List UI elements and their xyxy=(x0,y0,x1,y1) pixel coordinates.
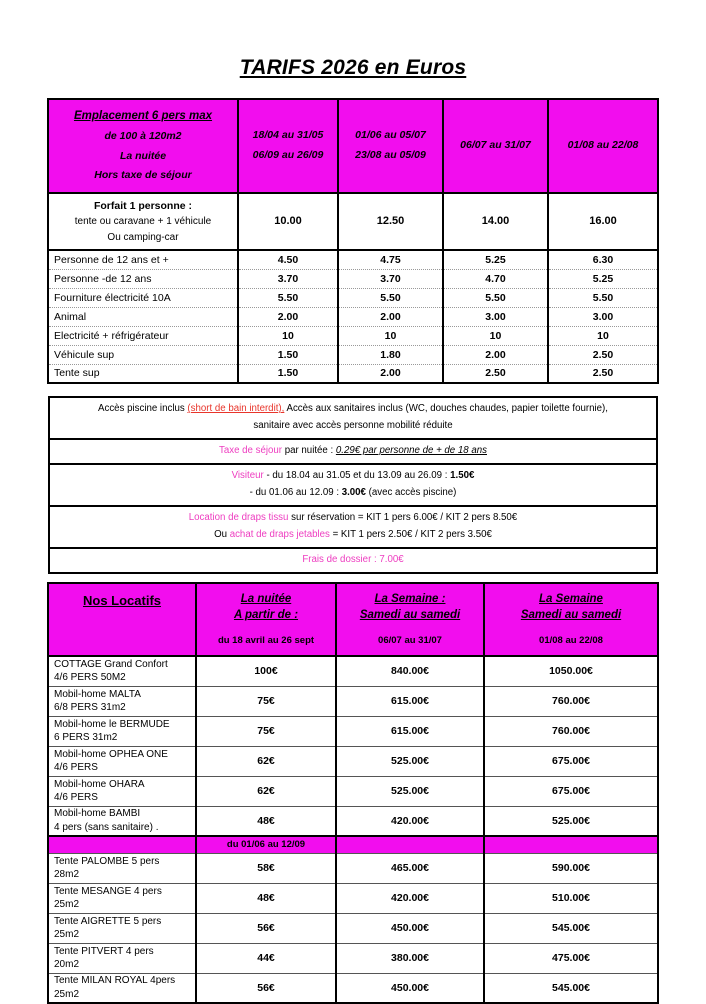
period-1-line-1: 18/04 au 31/05 xyxy=(252,129,324,142)
period-4-line-1: 01/08 au 22/08 xyxy=(567,139,639,152)
rental-week1-price: 615.00€ xyxy=(336,716,484,746)
table-row xyxy=(48,307,658,326)
rental-name xyxy=(48,686,196,716)
note-taxe-middle: par nuitée : xyxy=(282,444,336,456)
rental-name-line1: Tente PALOMBE 5 pers xyxy=(54,855,160,867)
rental-week1-price: 450.00€ xyxy=(336,913,484,943)
note-draps xyxy=(49,506,657,548)
rental-week1-price: 380.00€ xyxy=(336,943,484,973)
rental-name-line2: 6 PERS 31m2 xyxy=(54,732,118,744)
rental-name-line2: 4/6 PERS 50M2 xyxy=(54,672,126,684)
rental-week2-price: 760.00€ xyxy=(484,686,658,716)
rentals-col-2-dates: 06/07 au 31/07 xyxy=(378,635,442,647)
rental-name xyxy=(48,806,196,836)
rental-name-line1: Mobil-home BAMBI xyxy=(54,808,141,820)
rental-week2-price: 675.00€ xyxy=(484,746,658,776)
rental-name-line1: Tente MILAN ROYAL 4pers xyxy=(54,975,176,987)
row-value: 5.50 xyxy=(238,288,338,307)
rentals-table xyxy=(47,582,659,1004)
table-row xyxy=(48,716,658,746)
rental-name-line1: COTTAGE Grand Confort xyxy=(54,658,168,670)
row-value: 2.00 xyxy=(338,307,443,326)
camping-header-taxe: Hors taxe de séjour xyxy=(94,169,192,182)
rental-week2-price: 475.00€ xyxy=(484,943,658,973)
table-row xyxy=(48,345,658,364)
table-row xyxy=(48,326,658,345)
row-label: Véhicule sup xyxy=(48,345,238,364)
row-value: 4.50 xyxy=(238,250,338,269)
row-value: 3.70 xyxy=(338,269,443,288)
camping-header-label xyxy=(48,99,238,193)
table-row xyxy=(48,883,658,913)
row-value: 4.70 xyxy=(443,269,548,288)
rental-night-price: 48€ xyxy=(196,806,336,836)
rental-week2-price: 590.00€ xyxy=(484,853,658,883)
rental-week1-price: 840.00€ xyxy=(336,656,484,686)
rental-name xyxy=(48,746,196,776)
row-value: 2.50 xyxy=(548,364,658,383)
note-taxe-row xyxy=(49,439,657,464)
rentals-col-2-line1: La Semaine : xyxy=(374,592,446,605)
row-label: Animal xyxy=(48,307,238,326)
period-column-3 xyxy=(443,99,548,193)
note-pool-part1: Accès piscine inclus xyxy=(98,403,188,415)
row-value: 1.80 xyxy=(338,345,443,364)
rentals-header-row xyxy=(48,583,658,656)
period-2-line-2: 23/08 au 05/09 xyxy=(355,148,426,161)
rental-week1-price: 450.00€ xyxy=(336,973,484,1003)
camping-header-nuitee: La nuitée xyxy=(119,149,167,162)
season-band-row xyxy=(48,836,658,853)
rental-week2-price: 510.00€ xyxy=(484,883,658,913)
row-value: 1.50 xyxy=(238,364,338,383)
rental-name-line1: Mobil-home OHARA xyxy=(54,778,145,790)
note-dossier-text: Frais de dossier : 7.00€ xyxy=(302,553,404,565)
row-label: Personne de 12 ans et + xyxy=(48,250,238,269)
table-row xyxy=(48,913,658,943)
row-value: 5.25 xyxy=(443,250,548,269)
note-taxe-label: Taxe de séjour xyxy=(219,444,283,456)
note-taxe xyxy=(49,439,657,464)
note-draps-label1: Location de draps tissu xyxy=(188,511,289,523)
rental-name xyxy=(48,656,196,686)
period-column-4 xyxy=(548,99,658,193)
rental-week2-price: 545.00€ xyxy=(484,913,658,943)
period-1-line-2: 06/09 au 26/09 xyxy=(252,148,324,161)
rental-week2-price: 545.00€ xyxy=(484,973,658,1003)
title-area xyxy=(0,0,706,98)
note-visiteur xyxy=(49,464,657,506)
rentals-col-1 xyxy=(196,583,336,656)
rental-name-line1: Tente AIGRETTE 5 pers xyxy=(54,915,162,927)
row-value: 2.50 xyxy=(548,345,658,364)
row-value: 10 xyxy=(548,326,658,345)
rentals-col-3-line1: La Semaine xyxy=(539,592,603,605)
rental-name xyxy=(48,973,196,1003)
row-value: 2.50 xyxy=(443,364,548,383)
rental-night-price: 44€ xyxy=(196,943,336,973)
row-label: Personne -de 12 ans xyxy=(48,269,238,288)
row-value: 6.30 xyxy=(548,250,658,269)
rental-name-line2: 28m2 xyxy=(54,869,80,881)
note-pool-highlight: (short de bain interdit), xyxy=(187,403,285,415)
note-draps-text1: sur réservation = KIT 1 pers 6.00€ / KIT 2 pers 8.50€ xyxy=(288,511,518,523)
rental-name-line2: 4 pers (sans sanitaire) . xyxy=(54,821,159,833)
forfait-value-2: 12.50 xyxy=(338,193,443,251)
row-value: 5.50 xyxy=(548,288,658,307)
row-value: 3.00 xyxy=(548,307,658,326)
row-value: 3.00 xyxy=(443,307,548,326)
rental-night-price: 56€ xyxy=(196,973,336,1003)
row-value: 2.00 xyxy=(238,307,338,326)
row-value: 2.00 xyxy=(443,345,548,364)
rental-night-price: 48€ xyxy=(196,883,336,913)
season-band-label: du 01/06 au 12/09 xyxy=(196,836,336,853)
rentals-col-3 xyxy=(484,583,658,656)
rental-name-line2: 25m2 xyxy=(54,988,80,1000)
note-visiteur-line1-text: - du 18.04 au 31.05 et du 13.09 au 26.09 : xyxy=(263,469,451,481)
table-row xyxy=(48,288,658,307)
rentals-col-1-line2: A partir de : xyxy=(233,609,299,622)
rentals-title: Nos Locatifs xyxy=(82,592,161,608)
camping-pitch-table xyxy=(47,98,659,384)
table-row xyxy=(48,250,658,269)
rental-week1-price: 420.00€ xyxy=(336,883,484,913)
row-value: 1.50 xyxy=(238,345,338,364)
period-column-1 xyxy=(238,99,338,193)
table-row xyxy=(48,269,658,288)
table-row xyxy=(48,776,658,806)
period-3-line-1: 06/07 au 31/07 xyxy=(460,139,531,152)
rentals-title-cell xyxy=(48,583,196,656)
note-visiteur-line1-price: 1.50€ xyxy=(450,469,475,481)
rental-week1-price: 615.00€ xyxy=(336,686,484,716)
rental-name-line2: 25m2 xyxy=(54,899,80,911)
row-label: Electricité + réfrigérateur xyxy=(48,326,238,345)
rental-week1-price: 525.00€ xyxy=(336,776,484,806)
forfait-value-1: 10.00 xyxy=(238,193,338,251)
rental-night-price: 56€ xyxy=(196,913,336,943)
rental-name-line2: 4/6 PERS xyxy=(54,762,98,774)
rentals-col-1-dates: du 18 avril au 26 sept xyxy=(217,635,315,647)
forfait-value-3: 14.00 xyxy=(443,193,548,251)
rental-name xyxy=(48,776,196,806)
row-label: Tente sup xyxy=(48,364,238,383)
forfait-label xyxy=(48,193,238,251)
rental-name xyxy=(48,853,196,883)
period-column-2 xyxy=(338,99,443,193)
notes-table xyxy=(48,396,658,574)
rentals-col-1-line1: La nuitée xyxy=(240,592,292,605)
note-visiteur-line2-price: 3.00€ xyxy=(341,486,366,498)
note-dossier xyxy=(49,548,657,573)
rentals-col-3-line2: Samedi au samedi xyxy=(520,609,622,622)
rental-week1-price: 465.00€ xyxy=(336,853,484,883)
rental-name-line2: 6/8 PERS 31m2 xyxy=(54,702,126,714)
table-row xyxy=(48,943,658,973)
rental-name xyxy=(48,913,196,943)
rental-night-price: 75€ xyxy=(196,686,336,716)
camping-header-title: Emplacement 6 pers max xyxy=(73,110,213,122)
row-value: 4.75 xyxy=(338,250,443,269)
row-value: 5.50 xyxy=(443,288,548,307)
note-pool-row xyxy=(49,397,657,439)
rentals-col-3-dates: 01/08 au 22/08 xyxy=(539,635,603,647)
rental-name-line2: 20m2 xyxy=(54,959,80,971)
rental-name xyxy=(48,883,196,913)
table-row xyxy=(48,686,658,716)
rental-name-line2: 25m2 xyxy=(54,929,80,941)
note-pool-line2: sanitaire avec accès personne mobilité réduite xyxy=(253,420,453,431)
season-band-empty xyxy=(48,836,196,853)
rental-name xyxy=(48,716,196,746)
season-band-empty-3 xyxy=(484,836,658,853)
note-visiteur-line2-suffix: (avec accès piscine) xyxy=(365,486,457,498)
rental-night-price: 75€ xyxy=(196,716,336,746)
row-value: 2.00 xyxy=(338,364,443,383)
rental-name-line1: Tente MESANGE 4 pers xyxy=(54,885,162,897)
note-draps-prefix2: Ou xyxy=(214,528,230,540)
row-value: 10 xyxy=(338,326,443,345)
forfait-row xyxy=(48,193,658,251)
note-taxe-value: 0.29€ par personne de + de 18 ans xyxy=(335,444,487,456)
rental-week2-price: 1050.00€ xyxy=(484,656,658,686)
table-row xyxy=(48,853,658,883)
table-row xyxy=(48,746,658,776)
rental-night-price: 58€ xyxy=(196,853,336,883)
camping-header-row xyxy=(48,99,658,193)
rental-week1-price: 420.00€ xyxy=(336,806,484,836)
forfait-value-4: 16.00 xyxy=(548,193,658,251)
note-draps-label2: achat de draps jetables xyxy=(229,528,330,540)
note-pool-part2: Accès aux sanitaires inclus (WC, douches chaudes, papier toilette fournie), xyxy=(284,403,608,415)
rental-week1-price: 525.00€ xyxy=(336,746,484,776)
rental-name xyxy=(48,943,196,973)
rental-night-price: 100€ xyxy=(196,656,336,686)
note-visiteur-line2-text: - du 01.06 au 12.09 : xyxy=(249,486,342,498)
rental-week2-price: 760.00€ xyxy=(484,716,658,746)
table-row xyxy=(48,806,658,836)
rental-name-line1: Mobil-home le BERMUDE xyxy=(54,718,170,730)
forfait-title: Forfait 1 personne : xyxy=(93,199,192,212)
camping-header-size: de 100 à 120m2 xyxy=(104,130,182,143)
row-value: 5.50 xyxy=(338,288,443,307)
rental-name-line1: Mobil-home MALTA xyxy=(54,688,141,700)
rental-night-price: 62€ xyxy=(196,746,336,776)
row-value: 3.70 xyxy=(238,269,338,288)
row-value: 10 xyxy=(238,326,338,345)
row-label: Fourniture électricité 10A xyxy=(48,288,238,307)
rental-name-line1: Mobil-home OPHEA ONE xyxy=(54,748,168,760)
table-row xyxy=(48,364,658,383)
note-visiteur-label: Visiteur xyxy=(231,469,264,481)
rental-name-line1: Tente PITVERT 4 pers xyxy=(54,945,154,957)
rental-week2-price: 675.00€ xyxy=(484,776,658,806)
page-title: TARIFS 2026 en Euros xyxy=(239,56,467,79)
season-band-empty-2 xyxy=(336,836,484,853)
note-dossier-row xyxy=(49,548,657,573)
period-2-line-1: 01/06 au 05/07 xyxy=(355,129,426,142)
table-row xyxy=(48,973,658,1003)
rental-night-price: 62€ xyxy=(196,776,336,806)
table-row xyxy=(48,656,658,686)
note-pool xyxy=(49,397,657,439)
rental-week2-price: 525.00€ xyxy=(484,806,658,836)
forfait-line-3: Ou camping-car xyxy=(107,231,179,243)
rentals-col-2-line2: Samedi au samedi xyxy=(359,609,461,622)
row-value: 10 xyxy=(443,326,548,345)
note-draps-text2: = KIT 1 pers 2.50€ / KIT 2 pers 3.50€ xyxy=(329,528,492,540)
row-value: 5.25 xyxy=(548,269,658,288)
rental-name-line2: 4/6 PERS xyxy=(54,792,98,804)
note-draps-row xyxy=(49,506,657,548)
note-visiteur-row xyxy=(49,464,657,506)
rentals-col-2 xyxy=(336,583,484,656)
forfait-line-2: tente ou caravane + 1 véhicule xyxy=(74,216,212,228)
